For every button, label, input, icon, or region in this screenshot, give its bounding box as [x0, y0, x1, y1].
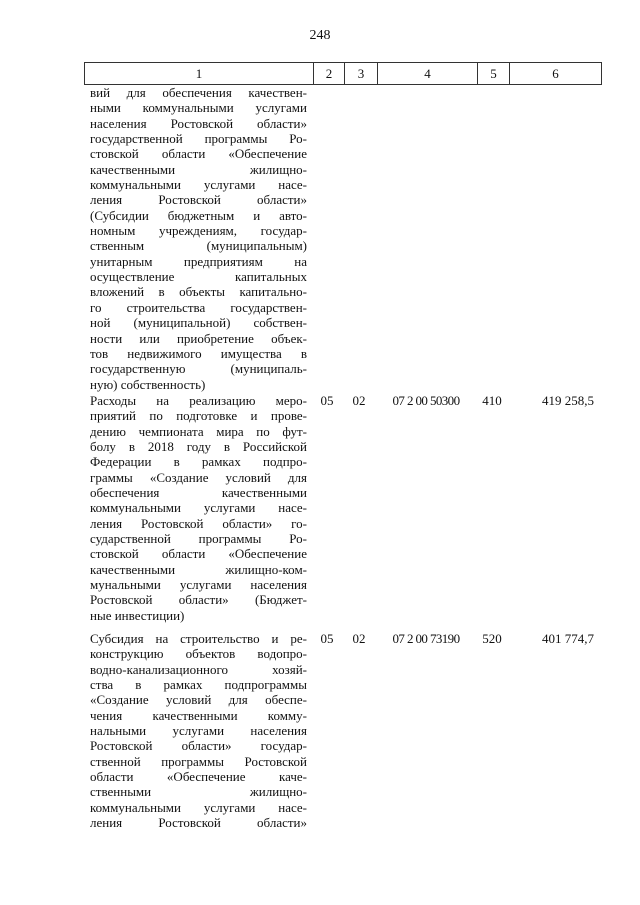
- amount: 401 774,7: [542, 631, 594, 646]
- description-line: коммунальными услугами насе-: [90, 177, 307, 193]
- target-article-code: 07 2 00 73190: [392, 631, 460, 646]
- description-line: обеспечения качественными: [90, 485, 307, 501]
- subsection-code: 02: [352, 631, 366, 646]
- description-line: ления Ростовской области»: [90, 815, 307, 831]
- description-line: ственным (муниципальным): [90, 238, 307, 254]
- description-line: Ростовской области» государ-: [90, 738, 307, 754]
- description-line: номным учреждениям, государ-: [90, 223, 307, 239]
- description-line: ными коммунальными услугами: [90, 100, 307, 116]
- description-line: конструкцию объектов водопро-: [90, 646, 307, 662]
- description-line: болу в 2018 году в Российской: [90, 439, 307, 455]
- description-line: водно-канализационного хозяй-: [90, 661, 307, 677]
- description-line: ления Ростовской области»: [90, 192, 307, 208]
- description-line: Ростовской области» (Бюджет-: [90, 592, 307, 608]
- description-line: коммунальными услугами насе-: [90, 500, 307, 516]
- expense-type-code: 520: [482, 631, 502, 646]
- column-header-row: [85, 63, 602, 85]
- description-line: «Создание условий для обеспе-: [90, 692, 307, 708]
- description-line: дению чемпионата мира по фут-: [90, 423, 307, 439]
- description-line: осуществление капитальных: [90, 269, 307, 285]
- description-line: качественными жилищно-ком-: [90, 561, 307, 577]
- description-line: вий для обеспечения качествен-: [90, 85, 307, 100]
- description-line: Федерации в рамках подпро-: [90, 454, 307, 470]
- column-header-table: [84, 62, 602, 85]
- description-line: населения Ростовской области»: [90, 115, 307, 131]
- description-line: ственной программы Ростовской: [90, 753, 307, 769]
- description-line: нальными услугами населения: [90, 723, 307, 739]
- description-line: мунальными услугами населения: [90, 577, 307, 593]
- description-line: го строительства государствен-: [90, 299, 307, 315]
- column-header-5: 5: [478, 63, 510, 85]
- section-code: 05: [320, 631, 334, 646]
- section-code: 05: [320, 393, 334, 408]
- expenditure-description: [90, 393, 307, 623]
- description-line: государственную (муниципаль-: [90, 361, 307, 377]
- subsection-code: 02: [352, 393, 366, 408]
- description-line: ную) собственность): [90, 376, 206, 392]
- column-header-3: 3: [345, 63, 378, 85]
- expenditure-description: [90, 631, 307, 830]
- description-line: качественными жилищно-: [90, 161, 307, 177]
- description-line: приятий по подготовке и прове-: [90, 408, 307, 424]
- description-line: граммы «Создание условий для: [90, 469, 307, 485]
- column-header-1: 1: [85, 63, 314, 85]
- column-header-4: 4: [378, 63, 478, 85]
- description-line: унитарным предприятиям на: [90, 253, 307, 269]
- description-line: стовской области «Обеспечение: [90, 546, 307, 562]
- description-line: ственными жилищно-: [90, 784, 307, 800]
- description-line: вложений в объекты капитально-: [90, 284, 307, 300]
- description-line: (Субсидии бюджетным и авто-: [90, 207, 307, 223]
- expense-type-code: 410: [482, 393, 502, 408]
- description-line: коммунальными услугами насе-: [90, 799, 307, 815]
- expenditure-description: [90, 85, 307, 392]
- target-article-code: 07 2 00 50300: [392, 393, 460, 408]
- page-number: 248: [309, 28, 331, 43]
- description-line: ства в рамках подпрограммы: [90, 677, 307, 693]
- description-line: ные инвестиции): [90, 607, 185, 623]
- description-line: ной (муниципальной) собствен-: [90, 315, 307, 331]
- description-line: ления Ростовской области» го-: [90, 515, 307, 531]
- description-line: Субсидия на строительство и ре-: [90, 631, 307, 646]
- description-line: тов недвижимого имущества в: [90, 345, 307, 361]
- description-line: сударственной программы Ро-: [90, 531, 307, 547]
- description-line: области «Обеспечение каче-: [90, 769, 307, 785]
- column-header-2: 2: [314, 63, 345, 85]
- description-line: государственной программы Ро-: [90, 131, 307, 147]
- description-line: стовской области «Обеспечение: [90, 146, 307, 162]
- description-line: ности или приобретение объек-: [90, 330, 307, 346]
- description-line: Расходы на реализацию меро-: [90, 393, 307, 408]
- column-header-6: 6: [510, 63, 602, 85]
- amount: 419 258,5: [542, 393, 594, 408]
- description-line: чения качественными комму-: [90, 707, 307, 723]
